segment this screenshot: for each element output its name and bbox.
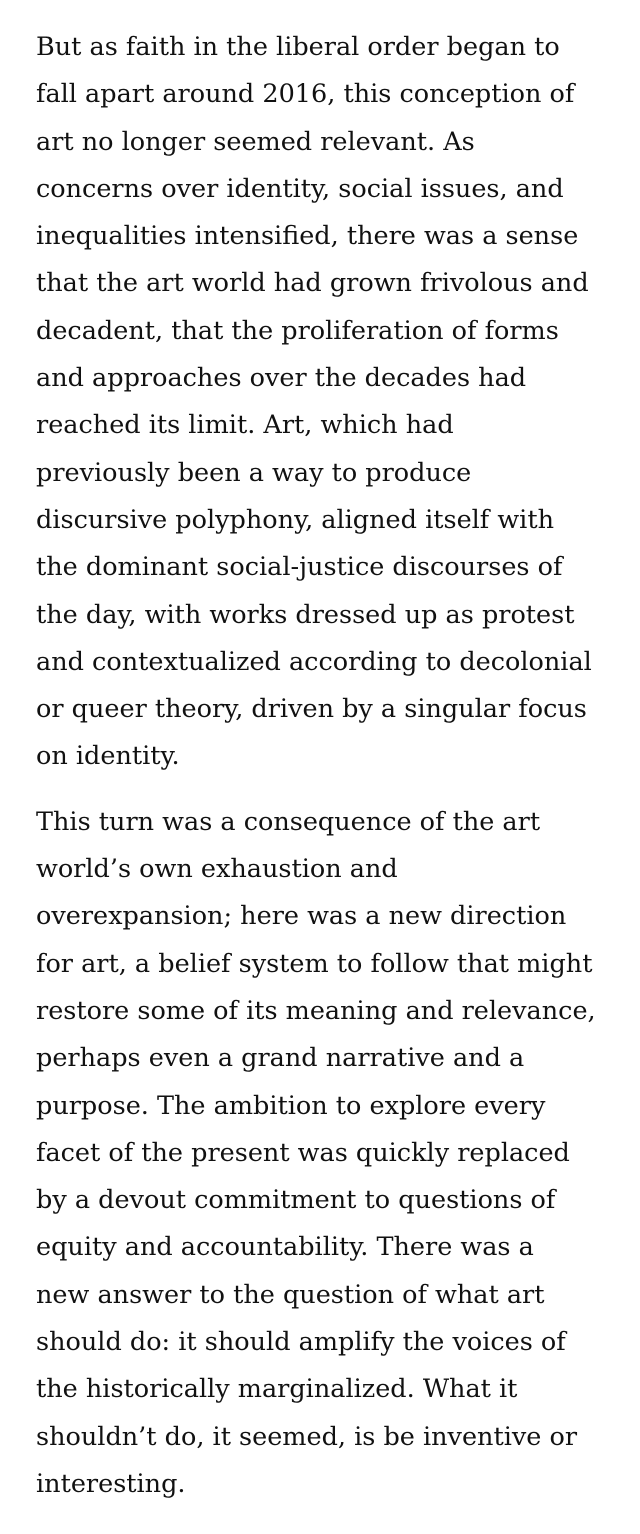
text-line: decadent, that the proliferation of forms bbox=[36, 315, 559, 346]
text-line: the day, with works dressed up as protest bbox=[36, 599, 575, 630]
text-line: world’s own exhaustion and bbox=[36, 854, 398, 885]
text-line: and approaches over the decades had bbox=[36, 363, 527, 394]
text-line: on identity. bbox=[36, 741, 180, 772]
text-line: for art, a belief system to follow that might bbox=[36, 948, 593, 979]
text-line: facet of the present was quickly replaced bbox=[36, 1137, 570, 1168]
article-body bbox=[36, 24, 626, 1508]
text-line: previously been a way to produce bbox=[36, 457, 472, 488]
text-line: perhaps even a grand narrative and a bbox=[36, 1043, 525, 1074]
text-line: interesting. bbox=[36, 1468, 186, 1499]
text-line: or queer theory, driven by a singular focus bbox=[36, 694, 587, 725]
text-line: the dominant social-justice discourses of bbox=[36, 552, 563, 583]
text-line: reached its limit. Art, which had bbox=[36, 410, 454, 441]
text-line: concerns over identity, social issues, and bbox=[36, 173, 564, 204]
text-line: fall apart around 2016, this conception of bbox=[36, 79, 575, 110]
text-line: shouldn’t do, it seemed, is be inventive or bbox=[36, 1421, 578, 1452]
text-line: the historically marginalized. What it bbox=[36, 1374, 518, 1405]
text-line: should do: it should amplify the voices of bbox=[36, 1327, 566, 1358]
text-line: that the art world had grown frivolous and bbox=[36, 268, 589, 299]
text-line: discursive polyphony, aligned itself with bbox=[36, 504, 555, 535]
text-line: and contextualized according to decolonial bbox=[36, 646, 592, 677]
paragraph-1 bbox=[36, 24, 626, 781]
paragraph-2 bbox=[36, 799, 626, 1508]
text-line: But as faith in the liberal order began to bbox=[36, 32, 560, 62]
text-line: new answer to the question of what art bbox=[36, 1279, 545, 1310]
text-line: by a devout commitment to questions of bbox=[36, 1185, 556, 1216]
text-line: inequalities intensified, there was a sense bbox=[36, 221, 579, 252]
text-line: equity and accountability. There was a bbox=[36, 1232, 534, 1263]
text-line: This turn was a consequence of the art bbox=[36, 806, 541, 837]
text-line: restore some of its meaning and relevance, bbox=[36, 995, 596, 1026]
text-line: art no longer seemed relevant. As bbox=[36, 126, 475, 157]
text-line: overexpansion; here was a new direction bbox=[36, 901, 567, 932]
text-line: purpose. The ambition to explore every bbox=[36, 1090, 546, 1121]
